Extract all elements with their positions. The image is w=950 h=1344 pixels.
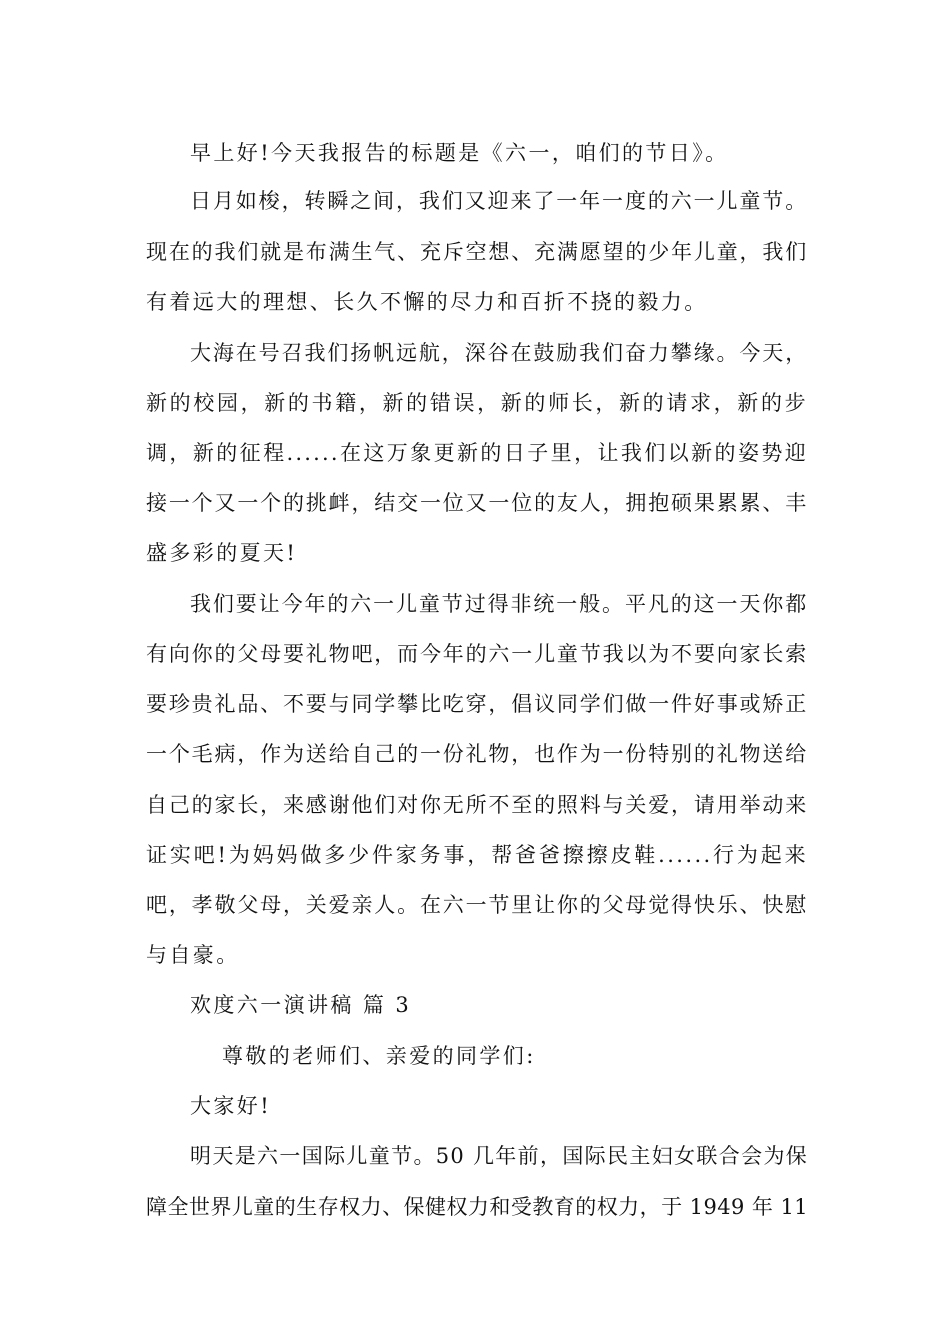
paragraph-line: 大海在号召我们扬帆远航，深谷在鼓励我们奋力攀缘。今天， [190, 341, 808, 365]
paragraph-line: 我们要让今年的六一儿童节过得非统一般。平凡的这一天你都 [190, 592, 808, 616]
paragraph-line: 日月如梭，转瞬之间，我们又迎来了一年一度的六一儿童节。 [190, 189, 808, 213]
paragraph-line: 证实吧!为妈妈做多少件家务事，帮爸爸擦擦皮鞋......行为起来 [146, 843, 808, 867]
paragraph-line: 一个毛病，作为送给自己的一份礼物，也作为一份特别的礼物送给 [146, 742, 808, 766]
paragraph-line: 有着远大的理想、长久不懈的尽力和百折不挠的毅力。 [146, 290, 708, 314]
paragraph-line: 明天是六一国际儿童节。50 几年前，国际民主妇女联合会为保 [190, 1144, 808, 1168]
paragraph-line: 有向你的父母要礼物吧，而今年的六一儿童节我以为不要向家长索 [146, 642, 808, 666]
paragraph-line: 吧，孝敬父母，关爱亲人。在六一节里让你的父母觉得快乐、快慰 [146, 893, 808, 917]
paragraph-line: 要珍贵礼品、不要与同学攀比吃穿，倡议同学们做一件好事或矫正 [146, 692, 808, 716]
paragraph-line: 早上好!今天我报告的标题是《六一，咱们的节日》。 [190, 141, 729, 165]
paragraph-line: 新的校园，新的书籍，新的错误，新的师长，新的请求，新的步 [146, 391, 808, 415]
greeting-line: 大家好! [190, 1094, 272, 1118]
paragraph-line: 现在的我们就是布满生气、充斥空想、充满愿望的少年儿童，我们 [146, 240, 808, 264]
salutation-line: 尊敬的老师们、亲爱的同学们: [222, 1044, 536, 1068]
section-heading: 欢度六一演讲稿 篇 3 [190, 993, 412, 1017]
paragraph-line: 调，新的征程......在这万象更新的日子里，让我们以新的姿势迎 [146, 441, 808, 465]
paragraph-line: 与自豪。 [146, 943, 240, 967]
paragraph-line: 自己的家长，来感谢他们对你无所不至的照料与关爱，请用举动来 [146, 793, 808, 817]
paragraph-line: 接一个又一个的挑衅，结交一位又一位的友人，拥抱硕果累累、丰 [146, 491, 808, 515]
paragraph-line: 障全世界儿童的生存权力、保健权力和受教育的权力，于 1949 年 11 [146, 1195, 808, 1219]
paragraph-line: 盛多彩的夏天! [146, 541, 298, 565]
